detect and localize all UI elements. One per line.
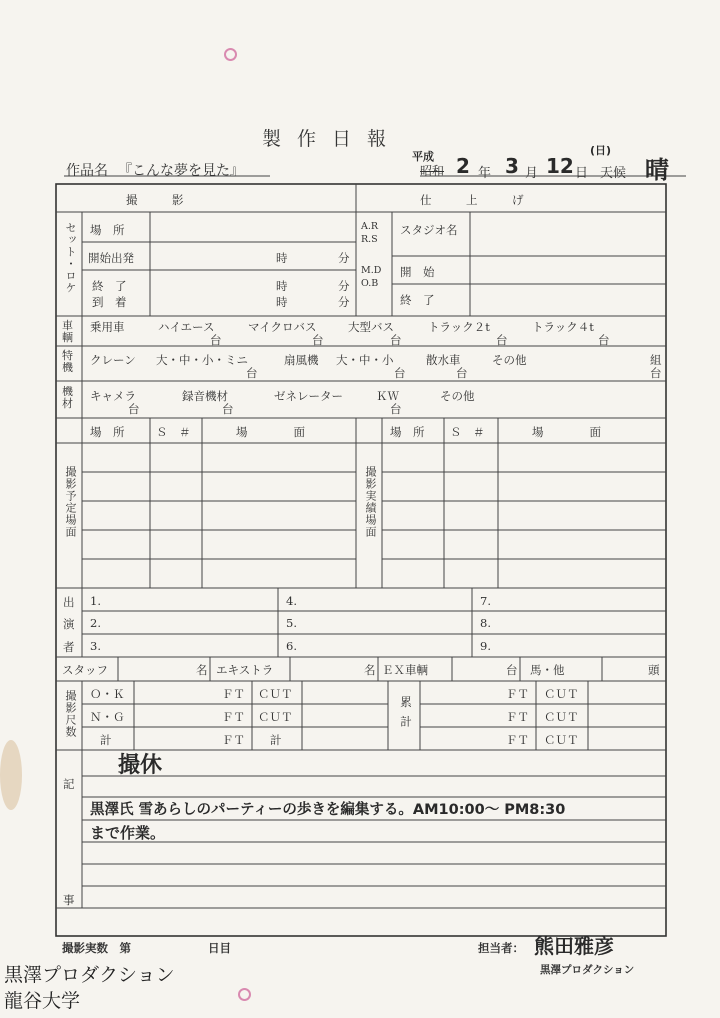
work-title: 『こんな夢を見た』: [118, 163, 244, 179]
weather-label: 天候: [600, 166, 627, 181]
weekday: (日): [590, 144, 612, 157]
footage-side-label: 撮影尺数: [64, 690, 77, 738]
ft-5: ＦＴ: [506, 710, 529, 724]
paper-stain: [224, 48, 237, 61]
ft-1: ＦＴ: [222, 687, 245, 701]
special-fan: 扇風機: [284, 353, 319, 367]
era-printed: 昭和: [420, 164, 445, 178]
notes-side-bottom: 事: [63, 893, 75, 907]
finish-label: 終 了: [400, 293, 435, 307]
vehicles-side-label: 車輌: [62, 319, 73, 344]
cut-total: 計: [270, 733, 282, 747]
paper-stain: [238, 988, 251, 1001]
cut-5: ＣＵＴ: [544, 733, 579, 747]
special-sprinkler: 散水車: [426, 353, 461, 367]
person-label: 担当者：: [478, 941, 524, 955]
plan-col-place: 場 所: [90, 425, 125, 439]
company-name: 黒澤プロダクション: [540, 964, 635, 976]
equipment-side-label: 機材: [62, 385, 73, 410]
cast-8: 8.: [480, 616, 491, 630]
cast-9: 9.: [480, 639, 491, 653]
cast-5: 5.: [286, 616, 297, 630]
footage-total: 計: [100, 733, 112, 747]
studio-label: スタジオ名: [400, 223, 458, 237]
special-unit-1: 台: [246, 366, 258, 380]
vehicle-hiace: ハイエース: [158, 320, 215, 334]
vehicle-truck4t: トラック４t: [532, 320, 594, 334]
cast-side-2: 演: [63, 617, 75, 631]
equip-sound: 録音機材: [182, 389, 228, 403]
horses-unit: 頭: [648, 663, 660, 677]
extras-label: エキストラ: [216, 663, 274, 677]
footage-ok: Ｏ・Ｋ: [90, 687, 125, 701]
special-unit-4: 台: [650, 366, 662, 380]
vehicle-unit-5: 台: [598, 333, 610, 347]
cut-3: ＣＵＴ: [544, 687, 579, 701]
month-value: 3: [505, 154, 519, 178]
shooting-header: 撮 影: [126, 193, 184, 207]
equip-unit-1: 台: [128, 402, 140, 416]
actual-col-s: Ｓ ＃: [450, 425, 485, 439]
special-unit-2: 台: [394, 366, 406, 380]
cast-4: 4.: [286, 594, 297, 608]
vehicle-car: 乗用車: [90, 320, 125, 334]
start-depart-label: 開始出発: [88, 251, 134, 265]
footage-ng: Ｎ・Ｇ: [90, 710, 125, 724]
equip-unit-2: 台: [222, 402, 234, 416]
days-unit: 日目: [208, 941, 231, 955]
ft-2: ＦＴ: [222, 710, 245, 724]
set-location-side-label: セット・ロケ: [64, 222, 77, 294]
watermark-line-1: 黒澤プロダクション: [4, 964, 175, 986]
plan-side-label: 撮影予定場面: [64, 466, 77, 538]
ar-rs-label: A.R R.S: [361, 221, 379, 245]
equip-other: その他: [440, 389, 475, 403]
equip-generator: ゼネレーター: [274, 389, 343, 403]
plan-col-s: Ｓ ＃: [156, 425, 191, 439]
plan-col-scene: 場 面: [236, 425, 305, 439]
special-other: その他: [492, 353, 527, 367]
year-value: 2: [456, 154, 470, 178]
vehicle-unit-4: 台: [496, 333, 508, 347]
actual-col-scene: 場 面: [532, 425, 601, 439]
cut-1: ＣＵＴ: [258, 687, 293, 701]
days-label: 撮影実数 第: [62, 941, 131, 955]
ex-cars-unit: 台: [506, 663, 518, 677]
weather-value: 晴: [645, 156, 669, 184]
notes-line-3: まで作業。: [90, 824, 166, 842]
extras-unit: 名: [364, 663, 376, 677]
vehicle-microbus: マイクロバス: [248, 320, 317, 334]
arrive-minute-label: 分: [338, 295, 350, 309]
arrive-hour-label: 時: [276, 295, 288, 309]
horses-label: 馬・他: [530, 663, 565, 677]
special-unit-3: 台: [456, 366, 468, 380]
vehicle-unit-1: 台: [210, 333, 222, 347]
cumulative-label: 累計: [399, 696, 413, 735]
paper-stain: [0, 740, 22, 810]
cast-2: 2.: [90, 616, 101, 630]
vehicle-unit-2: 台: [312, 333, 324, 347]
equip-kw: ＫＷ: [376, 389, 399, 403]
watermark-line-2: 龍谷大学: [4, 990, 81, 1012]
special-side-label: 特機: [62, 349, 73, 374]
equip-camera: キャメラ: [90, 389, 136, 403]
staff-label: スタッフ: [62, 663, 108, 677]
month-unit: 月: [525, 166, 539, 181]
cut-2: ＣＵＴ: [258, 710, 293, 724]
ex-cars-label: ＥＸ車輌: [382, 663, 428, 677]
form-title: 製作日報: [262, 128, 403, 150]
cast-side-1: 出: [63, 595, 75, 609]
begin-label: 開 始: [400, 265, 435, 279]
start-minute-label: 分: [338, 251, 350, 265]
day-unit: 日: [575, 166, 589, 181]
notes-side-top: 記: [63, 777, 75, 791]
notes-line-1: 撮休: [118, 753, 163, 778]
special-fan-size: 大・中・小: [336, 353, 394, 367]
special-crane-size: 大・中・小・ミニ: [156, 353, 248, 367]
end-label: 終 了: [92, 279, 127, 293]
work-title-label: 作品名: [66, 163, 108, 179]
ft-4: ＦＴ: [506, 687, 529, 701]
special-crane: クレーン: [90, 353, 136, 367]
special-set-unit: 組: [650, 353, 662, 367]
end-hour-label: 時: [276, 279, 288, 293]
cast-1: 1.: [90, 594, 101, 608]
arrive-label: 到 着: [92, 295, 127, 309]
person-name: 熊田雅彦: [534, 934, 614, 958]
finishing-header: 仕 上 げ: [420, 193, 524, 207]
ft-6: ＦＴ: [506, 733, 529, 747]
md-ob-label: M.D O.B: [361, 265, 382, 289]
end-minute-label: 分: [338, 279, 350, 293]
cast-side-3: 者: [63, 640, 75, 654]
place-label: 場 所: [90, 223, 125, 237]
equip-unit-3: 台: [390, 402, 402, 416]
ft-3: ＦＴ: [222, 733, 245, 747]
vehicle-unit-3: 台: [390, 333, 402, 347]
cast-6: 6.: [286, 639, 297, 653]
notes-line-2: 黒澤氏 雪あらしのパーティーの歩きを編集する。AM10:00〜 PM8:30: [90, 802, 566, 818]
cast-7: 7.: [480, 594, 491, 608]
day-value: 12: [546, 154, 574, 178]
vehicle-bus: 大型バス: [348, 320, 394, 334]
actual-side-label: 撮影実績場面: [364, 466, 377, 538]
staff-unit: 名: [196, 663, 208, 677]
year-unit: 年: [478, 166, 492, 181]
cast-3: 3.: [90, 639, 101, 653]
vehicle-truck2t: トラック２t: [428, 320, 490, 334]
start-hour-label: 時: [276, 251, 288, 265]
era-handwritten: 平成: [412, 150, 434, 163]
actual-col-place: 場 所: [390, 425, 425, 439]
cut-4: ＣＵＴ: [544, 710, 579, 724]
